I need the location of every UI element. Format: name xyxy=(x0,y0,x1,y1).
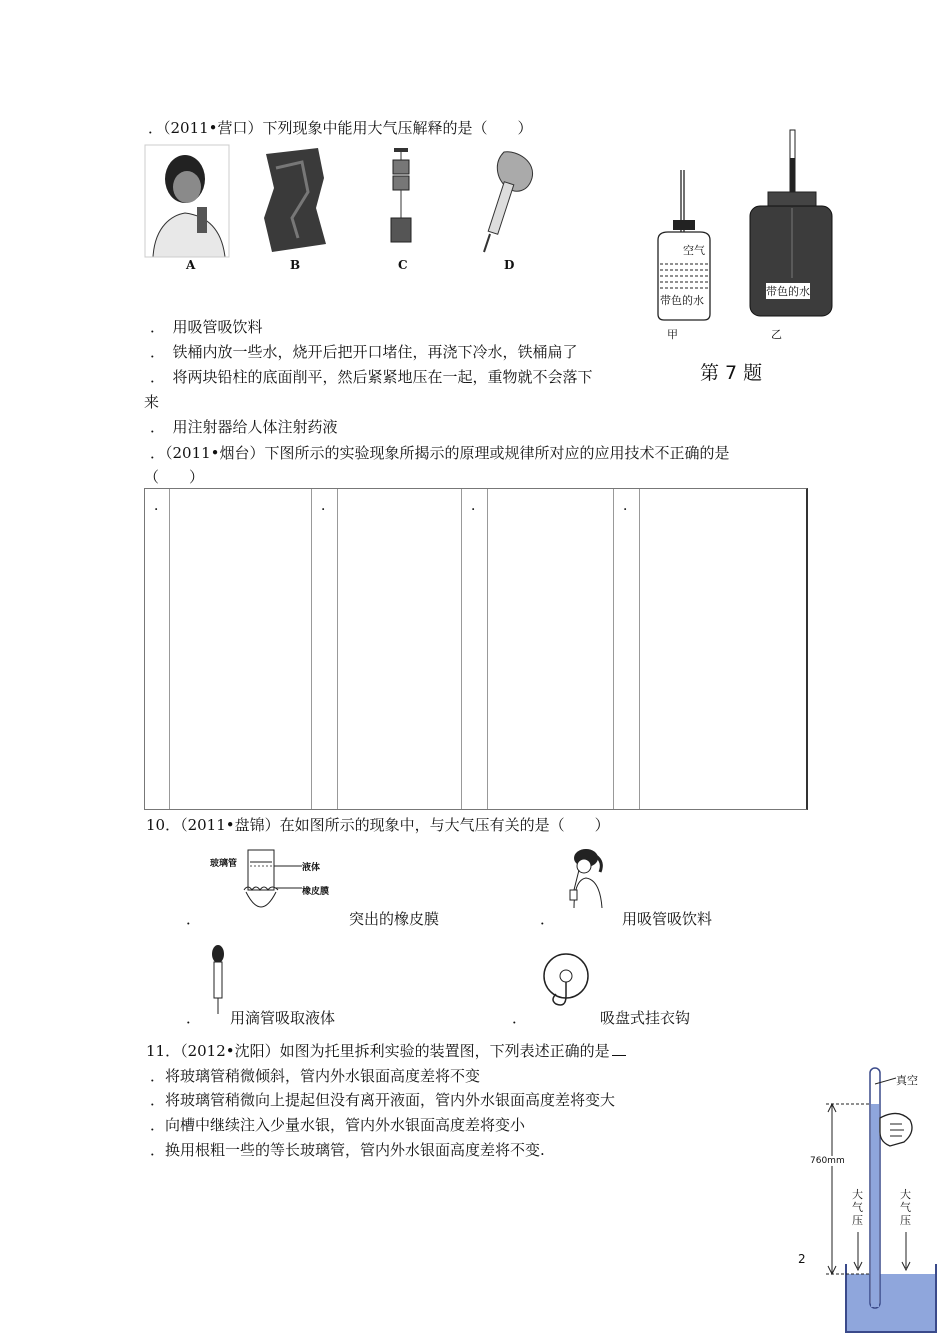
question-stem-yantai: ．（2011•烟台）下图所示的实验现象所揭示的原理或规律所对应的应用技术不正确的是 xyxy=(150,444,730,462)
option-a: ． 用吸管吸饮料 xyxy=(150,318,263,336)
cell-d-marker: ． xyxy=(623,498,637,514)
label-liquid: 液体 xyxy=(302,863,321,873)
q10-option-d-marker: ． xyxy=(512,1009,528,1027)
label-atm-left: 大气压 xyxy=(852,1188,863,1227)
label-760mm: 760mm xyxy=(810,1156,845,1166)
cell-a-marker: ． xyxy=(154,498,168,514)
q11-option-a: ．将玻璃管稍微倾斜，管内外水银面高度差将不变 xyxy=(150,1067,481,1085)
q10-option-d: 吸盘式挂衣钩 xyxy=(600,1009,691,1027)
label-yi: 乙 xyxy=(771,328,782,341)
q11-option-c: ．向槽中继续注入少量水银，管内外水银面高度差将变小 xyxy=(150,1116,526,1134)
q10-option-c-marker: ． xyxy=(186,1009,202,1027)
option-d: ． 用注射器给人体注射药液 xyxy=(150,418,338,436)
leader-lines xyxy=(272,862,312,892)
label-rubber-membrane: 橡皮膜 xyxy=(302,887,330,897)
figure-7-bottles xyxy=(650,128,840,348)
q10-option-c: 用滴管吸取液体 xyxy=(230,1009,336,1027)
q10-option-a: 突出的橡皮膜 xyxy=(349,910,440,928)
label-vacuum: 真空 xyxy=(896,1074,918,1087)
label-glass-tube: 玻璃管 xyxy=(210,859,238,869)
label-colored-water-left: 带色的水 xyxy=(660,294,704,307)
cell-c-marker: ． xyxy=(471,498,485,514)
label-a: A xyxy=(186,258,196,272)
q10-option-b: 用吸管吸饮料 xyxy=(622,910,713,928)
q10-option-b-marker: ． xyxy=(540,910,556,928)
q11-option-b: ．将玻璃管稍微向上提起但没有离开液面，管内外水银面高度差将变大 xyxy=(150,1091,616,1109)
label-jia: 甲 xyxy=(667,328,678,341)
page-number: 2 xyxy=(798,1252,806,1266)
option-c: ． 将两块铅柱的底面削平，然后紧紧地压在一起，重物就不会落下 xyxy=(150,368,593,386)
q11-option-d: ．换用根粗一些的等长玻璃管，管内外水银面高度差将不变. xyxy=(150,1141,545,1159)
label-colored-water-right: 带色的水 xyxy=(766,285,810,298)
photo-crushed-can xyxy=(262,148,328,252)
figure-girl-straw xyxy=(566,848,606,910)
label-c: C xyxy=(398,258,408,272)
label-air: 空气 xyxy=(683,244,705,257)
option-c-continued: 来 xyxy=(144,393,160,411)
question-stem: ．（2011•营口）下列现象中能用大气压解释的是（ ） xyxy=(148,119,533,137)
label-atm-right: 大气压 xyxy=(900,1188,911,1227)
option-b: ． 铁桶内放一些水，烧开后把开口堵住，再浇下冷水，铁桶扁了 xyxy=(150,343,578,361)
photo-syringe xyxy=(478,148,544,252)
question-11-stem: 11．（2012•沈阳）如图为托里拆利实验的装置图，下列表述正确的是 xyxy=(146,1042,626,1060)
cell-b-marker: ． xyxy=(321,498,335,514)
figure-torricelli xyxy=(806,1062,946,1338)
figure-dropper xyxy=(208,944,228,1014)
figure-7-title: 第 7 题 xyxy=(700,362,763,384)
question-stem-yantai-blank: （ ） xyxy=(144,468,205,486)
question-10-stem: 10．（2011•盘锦）在如图所示的现象中，与大气压有关的是（ ） xyxy=(146,816,610,834)
options-table xyxy=(144,488,808,810)
q10-option-a-marker: ． xyxy=(186,910,202,928)
label-d: D xyxy=(504,258,515,272)
photo-boy-drinking xyxy=(145,145,229,257)
label-b: B xyxy=(290,258,301,272)
figure-suction-hook xyxy=(540,952,594,1012)
photo-lead-cylinders xyxy=(386,148,416,248)
